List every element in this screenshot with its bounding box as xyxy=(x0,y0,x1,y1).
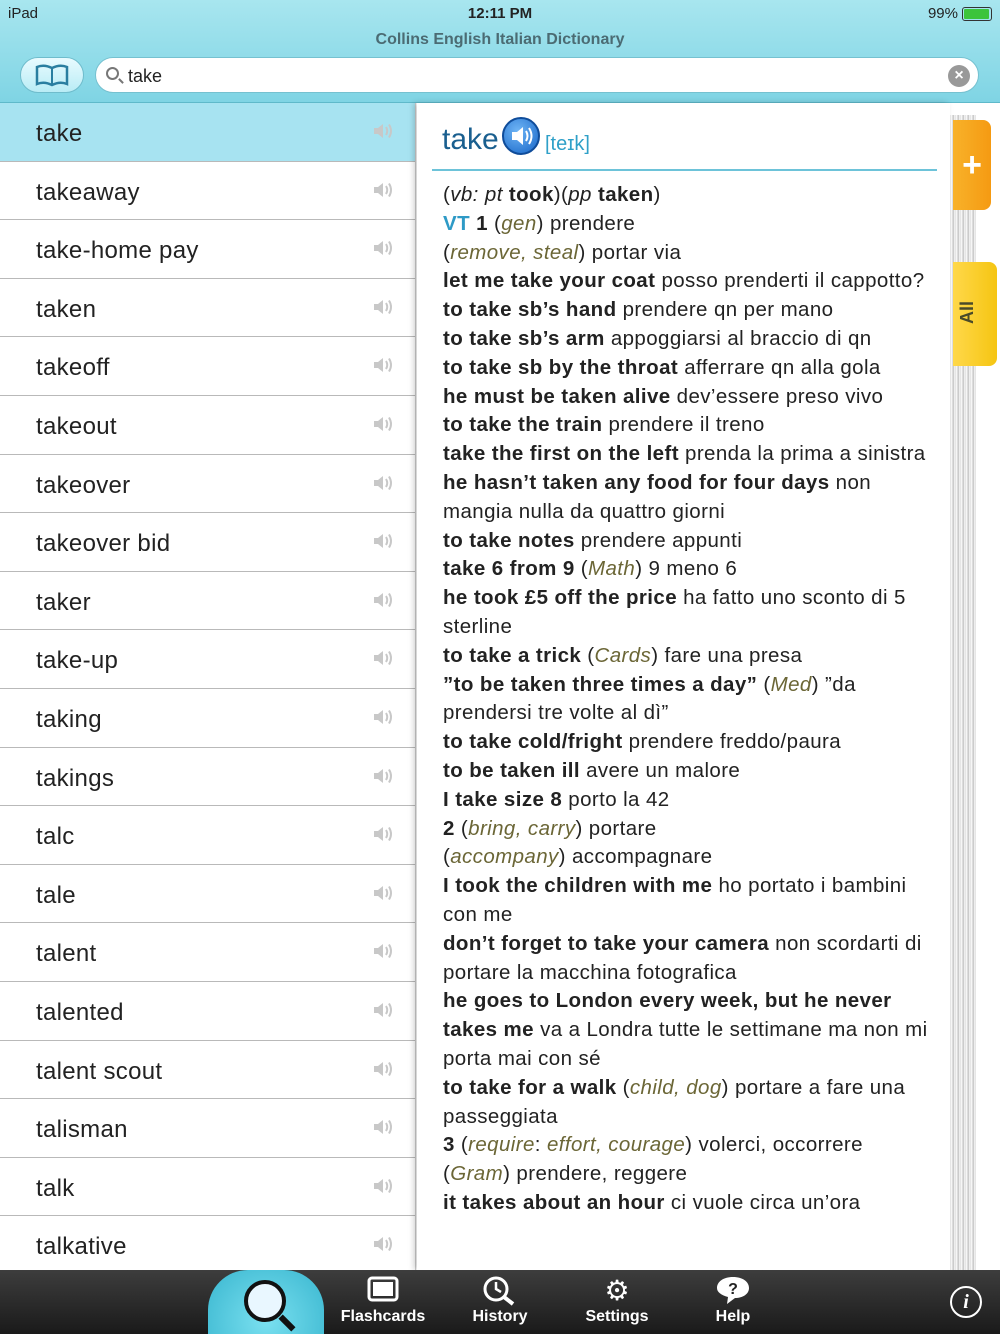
usage-label: require xyxy=(468,1133,535,1157)
speaker-icon[interactable] xyxy=(372,121,396,141)
entry-text: ) volerci, occorrere xyxy=(685,1133,863,1157)
battery-icon xyxy=(962,7,992,21)
clock: 12:11 PM xyxy=(467,5,533,22)
entry-text: ha fatto uno sconto di 5 sterline xyxy=(443,586,906,638)
entry-headword: take xyxy=(442,123,499,156)
usage-label: accompany xyxy=(450,845,559,869)
word-list-item[interactable] xyxy=(0,748,415,807)
usage-label: Med xyxy=(770,672,812,696)
entry-line xyxy=(443,210,943,239)
example-phrase: he took £5 off the price xyxy=(443,586,677,610)
word-list xyxy=(0,103,416,1270)
word-list-item[interactable] xyxy=(0,982,415,1041)
example-phrase: to take sb’s arm xyxy=(443,326,605,350)
example-phrase: let me take your coat xyxy=(443,269,656,293)
search-bar[interactable] xyxy=(95,57,979,93)
speaker-icon[interactable] xyxy=(372,590,396,610)
device-label: iPad xyxy=(8,5,39,22)
history-icon xyxy=(450,1274,550,1308)
speaker-icon[interactable] xyxy=(372,648,396,668)
word-list-item[interactable] xyxy=(0,572,415,631)
entry-text: ( xyxy=(757,672,771,696)
word-list-item[interactable] xyxy=(0,513,415,572)
speaker-icon[interactable] xyxy=(372,414,396,434)
app-title: Collins English Italian Dictionary xyxy=(375,31,625,48)
entry-text: ( xyxy=(454,1133,469,1157)
pronunciation: [teɪk] xyxy=(545,133,590,155)
entry-panel xyxy=(417,103,950,1270)
speaker-icon[interactable] xyxy=(372,824,396,844)
help-label: Help xyxy=(715,1308,751,1325)
word-list-item[interactable] xyxy=(0,103,415,162)
entry-text: ( xyxy=(443,240,451,264)
usage-label: gen xyxy=(501,211,537,235)
entry-text: prendere freddo/paura xyxy=(622,730,842,754)
word-list-item-label: takeaway xyxy=(36,178,140,206)
entry-line xyxy=(443,815,943,844)
entry-text: ) portar via xyxy=(578,240,682,264)
word-list-item[interactable] xyxy=(0,1158,415,1217)
word-list-item-label: taken xyxy=(36,295,97,323)
word-list-item[interactable] xyxy=(0,455,415,514)
entry-line xyxy=(443,354,943,383)
word-list-item-label: taking xyxy=(36,705,102,733)
entry-text: prenda la prima a sinistra xyxy=(678,442,926,466)
entry-text: ( xyxy=(454,816,469,840)
speaker-icon[interactable] xyxy=(372,180,396,200)
all-tab[interactable] xyxy=(953,262,997,366)
usage-label: child, dog xyxy=(629,1075,722,1099)
word-list-item-label: takings xyxy=(36,764,115,792)
grammar-label: pt xyxy=(484,183,503,206)
dictionary-book-button[interactable] xyxy=(20,57,84,93)
gear-icon: ⚙ xyxy=(604,1275,630,1306)
example-phrase: to take a trick xyxy=(443,643,582,667)
example-phrase: to be taken ill xyxy=(443,758,580,782)
speaker-icon[interactable] xyxy=(372,1059,396,1079)
pronunciation-speaker-icon[interactable] xyxy=(502,117,540,155)
entry-line xyxy=(443,728,943,757)
entry-line xyxy=(443,239,943,268)
entry-line xyxy=(443,267,943,296)
example-phrase: take 6 from 9 xyxy=(443,557,575,581)
entry-text: prendere il treno xyxy=(602,413,765,437)
usage-label: effort, courage xyxy=(546,1133,686,1157)
entry-text: non mangia nulla da quattro giorni xyxy=(443,470,872,523)
word-list-item[interactable] xyxy=(0,865,415,924)
example-phrase: to take cold/fright xyxy=(443,730,623,754)
word-list-item-label: talisman xyxy=(36,1116,128,1144)
entry-line xyxy=(443,181,943,210)
bottom-toolbar xyxy=(0,1270,1000,1334)
entry-line xyxy=(443,325,943,354)
speaker-icon[interactable] xyxy=(372,1234,396,1254)
entry-text: ( xyxy=(443,1162,451,1186)
word-list-item-label: tale xyxy=(36,881,76,909)
word-list-item-label: takeout xyxy=(36,412,117,440)
example-phrase: I took the children with me xyxy=(443,874,713,898)
example-phrase: he goes to London every week, but he never takes me xyxy=(443,989,892,1042)
speaker-icon[interactable] xyxy=(372,238,396,258)
word-list-item[interactable] xyxy=(0,162,415,221)
entry-text: ) portare a fare una passeggiata xyxy=(443,1075,906,1128)
flashcards-button[interactable] xyxy=(333,1274,433,1326)
speaker-icon[interactable] xyxy=(372,1117,396,1137)
entry-text: ci vuole circa un’ora xyxy=(664,1190,861,1214)
word-list-item[interactable] xyxy=(0,806,415,865)
example-phrase: to take sb by the throat xyxy=(443,355,679,379)
word-list-item[interactable] xyxy=(0,279,415,338)
example-phrase: it takes about an hour xyxy=(443,1190,665,1214)
example-phrase: to take sb’s hand xyxy=(443,298,617,322)
usage-label: Cards xyxy=(594,643,652,667)
status-bar xyxy=(0,0,1000,28)
example-phrase: to take notes xyxy=(443,528,575,552)
entry-line xyxy=(443,872,943,930)
usage-label: remove, steal xyxy=(450,240,579,264)
entry-text: ) accompagnare xyxy=(558,845,713,869)
search-icon xyxy=(106,67,119,80)
example-phrase: he must be taken alive xyxy=(443,384,671,408)
info-icon[interactable]: i xyxy=(950,1286,982,1318)
usage-label: bring, carry xyxy=(468,816,576,840)
entry-line xyxy=(443,1160,943,1189)
word-list-item-label: take xyxy=(36,120,83,147)
headword-divider xyxy=(432,169,937,171)
example-phrase: 2 xyxy=(443,816,455,840)
entry-text: afferrare qn alla gola xyxy=(678,355,881,379)
word-list-item-label: talkative xyxy=(36,1233,127,1261)
grammar-label: vb: xyxy=(450,183,479,206)
speaker-icon[interactable] xyxy=(372,473,396,493)
entry-line xyxy=(443,642,943,671)
word-list-item[interactable] xyxy=(0,1041,415,1100)
entry-line xyxy=(443,1074,943,1132)
entry-line xyxy=(443,584,943,642)
example-phrase: taken xyxy=(597,183,654,206)
entry-text: prendere appunti xyxy=(574,528,743,552)
word-list-item[interactable] xyxy=(0,1099,415,1158)
speaker-icon[interactable] xyxy=(372,355,396,375)
entry-line xyxy=(443,296,943,325)
entry-line xyxy=(443,671,943,729)
entry-text: va a Londra tutte le settimane ma non mi porta mai con sé xyxy=(443,1018,928,1070)
entry-text: ) portare xyxy=(575,816,657,840)
entry-line xyxy=(443,440,943,469)
entry-text: ) prendere xyxy=(536,211,636,235)
word-list-item[interactable] xyxy=(0,630,415,689)
entry-text: posso prenderti il cappotto? xyxy=(655,269,925,293)
usage-label: Gram xyxy=(450,1162,504,1186)
word-list-item-label: talented xyxy=(36,998,124,1026)
settings-button[interactable] xyxy=(567,1274,667,1326)
entry-line xyxy=(443,411,943,440)
word-list-item-label: takeover xyxy=(36,471,131,499)
entry-text: ( xyxy=(487,211,502,235)
speaker-icon[interactable] xyxy=(372,531,396,551)
battery-percent: 99% xyxy=(927,5,958,22)
entry-text: appoggiarsi al braccio di qn xyxy=(604,326,872,350)
example-phrase: take the first on the left xyxy=(443,442,679,466)
word-list-item-label: takeover bid xyxy=(36,530,171,558)
book-icon xyxy=(35,63,69,87)
entry-line xyxy=(443,555,943,584)
speaker-icon[interactable] xyxy=(372,1000,396,1020)
entry-text: ho portato i bambini con me xyxy=(443,874,907,926)
entry-text: )( xyxy=(553,183,569,206)
search-input[interactable] xyxy=(128,64,928,88)
settings-label: Settings xyxy=(585,1308,649,1325)
entry-line xyxy=(443,843,943,872)
entry-line xyxy=(443,469,943,527)
entry-text: non scordarti di portare la macchina fotografica xyxy=(443,931,922,984)
entry-text: ( xyxy=(616,1075,630,1099)
word-list-item-label: take-up xyxy=(36,647,119,675)
entry-text: ( xyxy=(443,845,451,869)
example-phrase: 3 xyxy=(443,1133,455,1157)
top-header xyxy=(0,0,1000,103)
entry-text: porto la 42 xyxy=(562,787,670,811)
entry-text: ) 9 meno 6 xyxy=(635,557,738,581)
entry-text: ) fare una presa xyxy=(651,643,803,667)
example-phrase: to take for a walk xyxy=(443,1075,617,1099)
entry-text: dev’essere preso vivo xyxy=(670,384,884,408)
entry-line xyxy=(443,1189,943,1218)
entry-text: : xyxy=(534,1133,547,1157)
entry-line xyxy=(443,1131,943,1160)
word-list-item-label: takeoff xyxy=(36,354,110,382)
speaker-icon[interactable] xyxy=(372,297,396,317)
help-icon xyxy=(683,1274,783,1308)
add-flashcard-tab[interactable]: + xyxy=(953,120,991,210)
entry-line xyxy=(443,987,943,1073)
speaker-icon[interactable] xyxy=(372,941,396,961)
clear-search-icon[interactable]: × xyxy=(948,65,970,87)
word-list-item[interactable] xyxy=(0,337,415,396)
history-button[interactable] xyxy=(450,1274,550,1326)
entry-line xyxy=(443,757,943,786)
entry-line xyxy=(443,527,943,556)
entry-text: prendere qn per mano xyxy=(616,298,834,322)
entry-text: ) ”da prendersi tre volte al dì” xyxy=(443,672,856,725)
example-phrase: I take size 8 xyxy=(443,787,563,811)
entry-text: avere un malore xyxy=(580,758,741,782)
usage-label: Math xyxy=(588,557,636,581)
speaker-icon[interactable] xyxy=(372,883,396,903)
grammar-label: pp xyxy=(568,183,592,206)
entry-text: ) xyxy=(653,183,661,206)
entry-body xyxy=(443,181,943,1218)
word-list-item-label: taker xyxy=(36,588,91,616)
word-list-item[interactable] xyxy=(0,220,415,279)
entry-text: ( xyxy=(443,183,451,206)
flashcards-icon xyxy=(333,1274,433,1308)
entry-text: ) prendere, reggere xyxy=(503,1162,688,1186)
example-phrase: took xyxy=(508,183,554,206)
example-phrase: 1 xyxy=(476,211,488,235)
word-list-item-label: talc xyxy=(36,823,75,851)
example-phrase: to take the train xyxy=(443,413,603,437)
word-list-item-label: talk xyxy=(36,1174,75,1202)
word-list-item[interactable] xyxy=(0,1216,415,1270)
entry-line xyxy=(443,383,943,412)
magnifier-mascot-icon xyxy=(244,1280,286,1322)
example-phrase: don’t forget to take your camera xyxy=(443,931,770,955)
speaker-icon[interactable] xyxy=(372,1176,396,1196)
word-list-item[interactable] xyxy=(0,396,415,455)
svg-text:?: ? xyxy=(728,1281,738,1298)
entry-text: ( xyxy=(581,643,595,667)
all-tab-label: All xyxy=(957,300,978,325)
history-label: History xyxy=(472,1308,528,1325)
part-of-speech: VT xyxy=(443,211,470,235)
word-list-item-label: talent xyxy=(36,940,97,968)
help-button[interactable] xyxy=(683,1274,783,1326)
speaker-icon[interactable] xyxy=(372,707,396,727)
example-phrase: he hasn’t taken any food for four days xyxy=(443,470,830,494)
word-list-item-label: take-home pay xyxy=(36,237,199,265)
speaker-icon[interactable] xyxy=(372,766,396,786)
entry-text: ( xyxy=(574,557,589,581)
entry-line xyxy=(443,786,943,815)
word-list-item-label: talent scout xyxy=(36,1057,163,1085)
entry-line xyxy=(443,930,943,988)
example-phrase: ”to be taken three times a day” xyxy=(443,672,758,696)
search-mode-button[interactable] xyxy=(208,1270,324,1334)
word-list-item[interactable] xyxy=(0,689,415,748)
flashcards-label: Flashcards xyxy=(340,1308,426,1325)
word-list-item[interactable] xyxy=(0,923,415,982)
